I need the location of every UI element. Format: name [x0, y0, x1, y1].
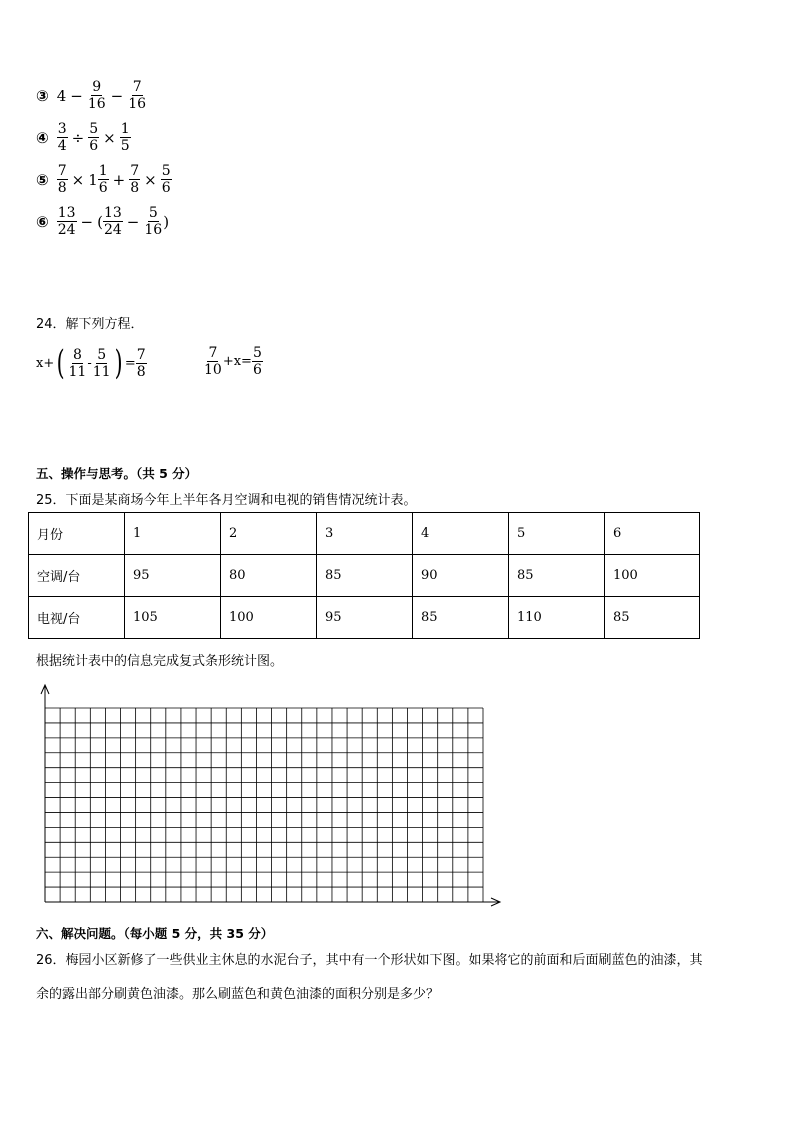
expr-6: [36, 206, 169, 237]
table-cell: 105: [125, 597, 221, 639]
operator: ×: [144, 170, 157, 189]
table-cell: 空调/台: [29, 555, 125, 597]
operator: ÷: [71, 128, 85, 147]
fraction: $\frac{7}{10}$: [204, 345, 222, 378]
fraction: $\frac{1}{5}$: [120, 121, 130, 154]
left-bracket: (: [56, 343, 65, 383]
table-row: [29, 555, 700, 597]
fraction: $\frac{5}{6}$: [89, 121, 99, 154]
equation-2: [203, 346, 263, 377]
fraction: $\frac{5}{6}$: [252, 345, 262, 378]
fraction: $\frac{1}{6}$: [98, 163, 108, 196]
table-cell: 85: [317, 555, 413, 597]
operator: -: [87, 355, 92, 371]
section-5-heading: 五、操作与思考。（共 5 分）: [36, 466, 198, 481]
operator: +: [112, 170, 126, 189]
operator: ×: [71, 170, 85, 189]
operator: −: [110, 86, 124, 105]
q26-line-1: 26．梅园小区新修了一些供业主休息的水泥台子，其中有一个形状如下图。如果将它的前面和后面刷蓝色的油漆，其: [36, 953, 703, 968]
table-cell: 2: [221, 513, 317, 555]
section-6-heading: 六、解决问题。（每小题 5 分，共 35 分）: [36, 926, 274, 941]
chart-instruction: 根据统计表中的信息完成复式条形统计图。: [36, 654, 284, 669]
whole-number: 4: [56, 86, 67, 105]
fraction: $\frac{3}{4}$: [57, 121, 67, 154]
axes: [41, 685, 500, 906]
table-cell: 110: [509, 597, 605, 639]
fraction: $\frac{5}{16}$: [144, 205, 163, 238]
item-marker: ⑥: [36, 212, 49, 231]
table-cell: 95: [125, 555, 221, 597]
table-cell: 85: [509, 555, 605, 597]
table-cell: 100: [221, 597, 317, 639]
expr-4: [36, 122, 131, 153]
eq-middle: +x=: [222, 354, 252, 369]
table-cell: 80: [221, 555, 317, 597]
equals: =: [124, 355, 136, 371]
mixed-whole: 1: [88, 170, 98, 189]
eq-var: x+: [36, 355, 55, 371]
table-row: [29, 513, 700, 555]
operator: −: [70, 86, 83, 105]
q25-text: 25．下面是某商场今年上半年各月空调和电视的销售情况统计表。: [36, 493, 417, 508]
table-cell: 电视/台: [29, 597, 125, 639]
expr-5: [36, 164, 172, 195]
right-bracket: ): [114, 343, 123, 383]
table-cell: 95: [317, 597, 413, 639]
table-cell: 85: [413, 597, 509, 639]
q24-title: 24．解下列方程．: [36, 317, 144, 332]
fraction: $\frac{5}{6}$: [161, 163, 171, 196]
fraction: $\frac{7}{16}$: [128, 79, 147, 112]
table-row: [29, 597, 700, 639]
table-cell: 月份: [29, 513, 125, 555]
table-cell: 3: [317, 513, 413, 555]
table-cell: 4: [413, 513, 509, 555]
fraction: $\frac{13}{24}$: [57, 205, 76, 238]
fraction: $\frac{7}{8}$: [130, 163, 140, 196]
sales-table: [28, 512, 700, 639]
fraction: $\frac{7}{8}$: [136, 346, 146, 380]
left-paren: (: [97, 212, 103, 231]
table-cell: 6: [605, 513, 700, 555]
operator: −: [126, 212, 140, 231]
operator: −: [80, 212, 94, 231]
table-cell: 85: [605, 597, 700, 639]
table-cell: 100: [605, 555, 700, 597]
right-paren: ): [163, 212, 170, 231]
blank-grid-chart: [30, 680, 510, 912]
table-cell: 1: [125, 513, 221, 555]
table-cell: 90: [413, 555, 509, 597]
item-marker: ④: [36, 128, 49, 147]
fraction: $\frac{8}{11}$: [68, 346, 87, 380]
fraction: $\frac{13}{24}$: [103, 205, 122, 238]
operator: ×: [103, 128, 116, 147]
table-cell: 5: [509, 513, 605, 555]
fraction: $\frac{7}{8}$: [57, 163, 67, 196]
expr-3: [36, 80, 147, 111]
q26-line-2: 余的露出部分刷黄色油漆。那么刷蓝色和黄色油漆的面积分别是多少？: [36, 987, 440, 1002]
equation-1: [36, 343, 147, 383]
item-marker: ⑤: [36, 170, 49, 189]
fraction: $\frac{5}{11}$: [92, 346, 111, 380]
item-marker: ③: [36, 86, 49, 105]
fraction: $\frac{9}{16}$: [87, 79, 106, 112]
grid-lines: [45, 708, 483, 902]
